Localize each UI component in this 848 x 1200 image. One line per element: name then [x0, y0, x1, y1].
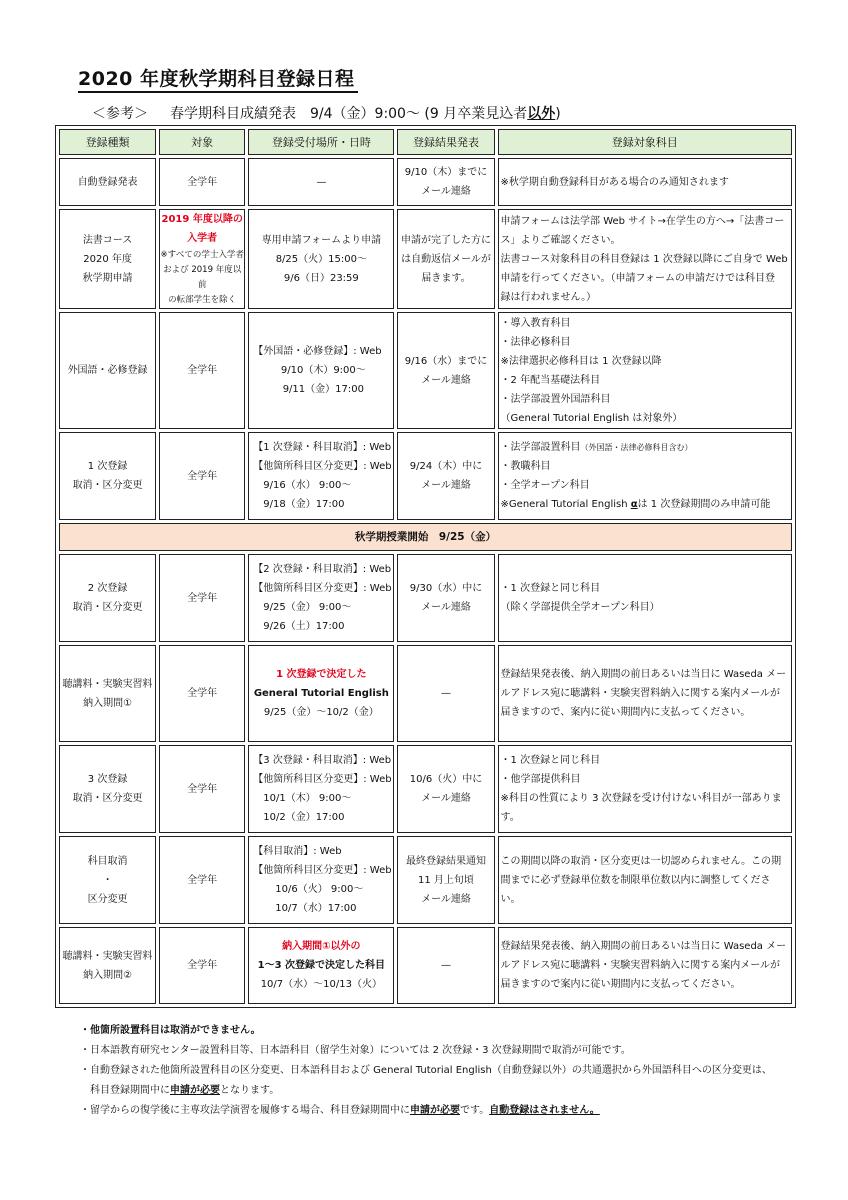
- table-row: [59, 927, 792, 1004]
- row-window: 【外国語・必修登録】: Web 9/10（木）9:00～ 9/11（金）17:00: [248, 312, 394, 429]
- row-result: 最終登録結果通知 11 月上旬頃 メール連絡: [397, 836, 494, 924]
- row-result: 9/16（水）までに メール連絡: [397, 312, 494, 429]
- row-window: 【2 次登録・科目取消】: Web 【他箇所科目区分変更】: Web 9/25（金） 9:00～ 9/26（土）17:00: [248, 554, 394, 642]
- row-type: 聴講料・実験実習料 納入期間②: [59, 927, 156, 1004]
- row-window: 【3 次登録・科目取消】: Web 【他箇所科目区分変更】: Web 10/1（木） 9:00～ 10/2（金）17:00: [248, 745, 394, 833]
- row-type: 外国語・必修登録: [59, 312, 156, 429]
- row-result: 申請が完了した方に は自動返信メールが 届きます。: [397, 209, 494, 309]
- classes-start-banner: [59, 523, 792, 551]
- banner-text: 秋学期授業開始 9/25（金）: [59, 523, 792, 551]
- row-window: 納入期間①以外の 1～3 次登録で決定した科目 10/7（水）～10/13（火）: [248, 927, 394, 1004]
- row-subjects: 申請フォームは法学部 Web サイト→在学生の方へ→「法書コー ス」よりご確認ください。 法書コース対象科目の科目登録は 1 次登録以降にご自身で Web 申請を行ってください。（申請フォームの申請だけでは科目登 録は行われません。）: [498, 209, 792, 309]
- table-row: [59, 158, 792, 206]
- header-result: 登録結果発表: [397, 129, 494, 155]
- table-row: [59, 209, 792, 309]
- row-type: 3 次登録 取消・区分変更: [59, 745, 156, 833]
- note-3-continued: 科目登録期間中に申請が必要となります。: [90, 1085, 280, 1096]
- header-subjects: 登録対象科目: [498, 129, 792, 155]
- row-result: 9/30（水）中に メール連絡: [397, 554, 494, 642]
- row-window: —: [248, 158, 394, 206]
- row-window: 1 次登録で決定した General Tutorial English 9/25（金）～10/2（金）: [248, 645, 394, 742]
- table-row: [59, 312, 792, 429]
- row-window: 【1 次登録・科目取消】: Web 【他箇所科目区分変更】: Web 9/16（水） 9:00～ 9/18（金）17:00: [248, 432, 394, 520]
- row-result: 9/10（木）までに メール連絡: [397, 158, 494, 206]
- row-type: 科目取消 ・ 区分変更: [59, 836, 156, 924]
- row-target: 全学年: [159, 432, 245, 520]
- note-4: ・留学からの復学後に主専攻法学演習を履修する場合、科目登録期間中に申請が必要です。自動登録はされません。: [80, 1105, 600, 1116]
- row-subjects: 登録結果発表後、納入期間の前日あるいは当日に Waseda メー ルアドレス宛に聴講料・実験実習料納入に関する案内メールが 届きますので、案内に従い期間内に支払ってください。: [498, 645, 792, 742]
- reference-text: 春学期科目成績発表 9/4（金）9:00～ (9 月卒業見込者: [170, 106, 528, 122]
- row-target: 全学年: [159, 745, 245, 833]
- row-result: —: [397, 645, 494, 742]
- note-3: ・自動登録された他箇所設置科目の区分変更、日本語科目および General Tutorial English（自動登録以外）の共通選択から外国語科目への区分変更は、: [80, 1065, 772, 1076]
- note-1: ・他箇所設置科目は取消ができません。: [80, 1025, 261, 1036]
- row-type: 2 次登録 取消・区分変更: [59, 554, 156, 642]
- row-target: 2019 年度以降の 入学者 ※すべての学士入学者 および 2019 年度以前 の転部学生を除く: [159, 209, 245, 309]
- row-target: 全学年: [159, 554, 245, 642]
- title-underline: [78, 91, 358, 93]
- page-title: 2020 年度秋学期科目登録日程: [78, 68, 355, 90]
- row-result: —: [397, 927, 494, 1004]
- row-window: 専用申請フォームより申請 8/25（火）15:00～ 9/6（日）23:59: [248, 209, 394, 309]
- header-window: 登録受付場所・日時: [248, 129, 394, 155]
- table-row: [59, 432, 792, 520]
- note-2: ・日本語教育研究センター設置科目等、日本語科目（留学生対象）については 2 次登録・3 次登録期間で取消が可能です。: [80, 1045, 631, 1056]
- row-target: 全学年: [159, 312, 245, 429]
- reference-close: ): [555, 106, 561, 122]
- schedule-table: [55, 125, 796, 1008]
- row-subjects: ※秋学期自動登録科目がある場合のみ通知されます: [498, 158, 792, 206]
- table-row: [59, 645, 792, 742]
- table-row: [59, 836, 792, 924]
- row-target: 全学年: [159, 836, 245, 924]
- reference-emphasis: 以外: [527, 106, 556, 122]
- table-header-row: [59, 129, 792, 155]
- row-window: 【科目取消】: Web 【他箇所科目区分変更】: Web 10/6（火） 9:00～ 10/7（水）17:00: [248, 836, 394, 924]
- reference-line: [92, 103, 561, 123]
- row-subjects: 登録結果発表後、納入期間の前日あるいは当日に Waseda メー ルアドレス宛に聴講料・実験実習料納入に関する案内メールが 届きますので案内に従い期間内に支払ってください。: [498, 927, 792, 1004]
- row-subjects: ・導入教育科目 ・法律必修科目 ※法律選択必修科目は 1 次登録以降 ・2 年配当基礎法科目 ・法学部設置外国語科目 （General Tutorial English は対象外）: [498, 312, 792, 429]
- header-type: 登録種類: [59, 129, 156, 155]
- row-type: 自動登録発表: [59, 158, 156, 206]
- row-subjects: この期間以降の取消・区分変更は一切認められません。この期 間までに必ず登録単位数を制限単位数以内に調整してくださ い。: [498, 836, 792, 924]
- row-type: 法書コース 2020 年度 秋学期申請: [59, 209, 156, 309]
- reference-label: ＜参考＞: [92, 106, 148, 122]
- row-result: 10/6（火）中に メール連絡: [397, 745, 494, 833]
- footnotes: [80, 1021, 800, 1121]
- row-target: 全学年: [159, 927, 245, 1004]
- row-subjects: ・1 次登録と同じ科目 ・他学部提供科目 ※科目の性質により 3 次登録を受け付けない科目が一部ありま す。: [498, 745, 792, 833]
- row-subjects: ・法学部設置科目（外国語・法律必修科目含む） ・教職科目 ・全学オープン科目 ※General Tutorial English αは 1 次登録期間のみ申請可能: [498, 432, 792, 520]
- table-row: [59, 554, 792, 642]
- row-type: 1 次登録 取消・区分変更: [59, 432, 156, 520]
- table-row: [59, 745, 792, 833]
- header-target: 対象: [159, 129, 245, 155]
- row-target: 全学年: [159, 645, 245, 742]
- row-subjects: ・1 次登録と同じ科目 （除く学部提供全学オープン科目）: [498, 554, 792, 642]
- row-type: 聴講料・実験実習料 納入期間①: [59, 645, 156, 742]
- row-result: 9/24（木）中に メール連絡: [397, 432, 494, 520]
- row-target: 全学年: [159, 158, 245, 206]
